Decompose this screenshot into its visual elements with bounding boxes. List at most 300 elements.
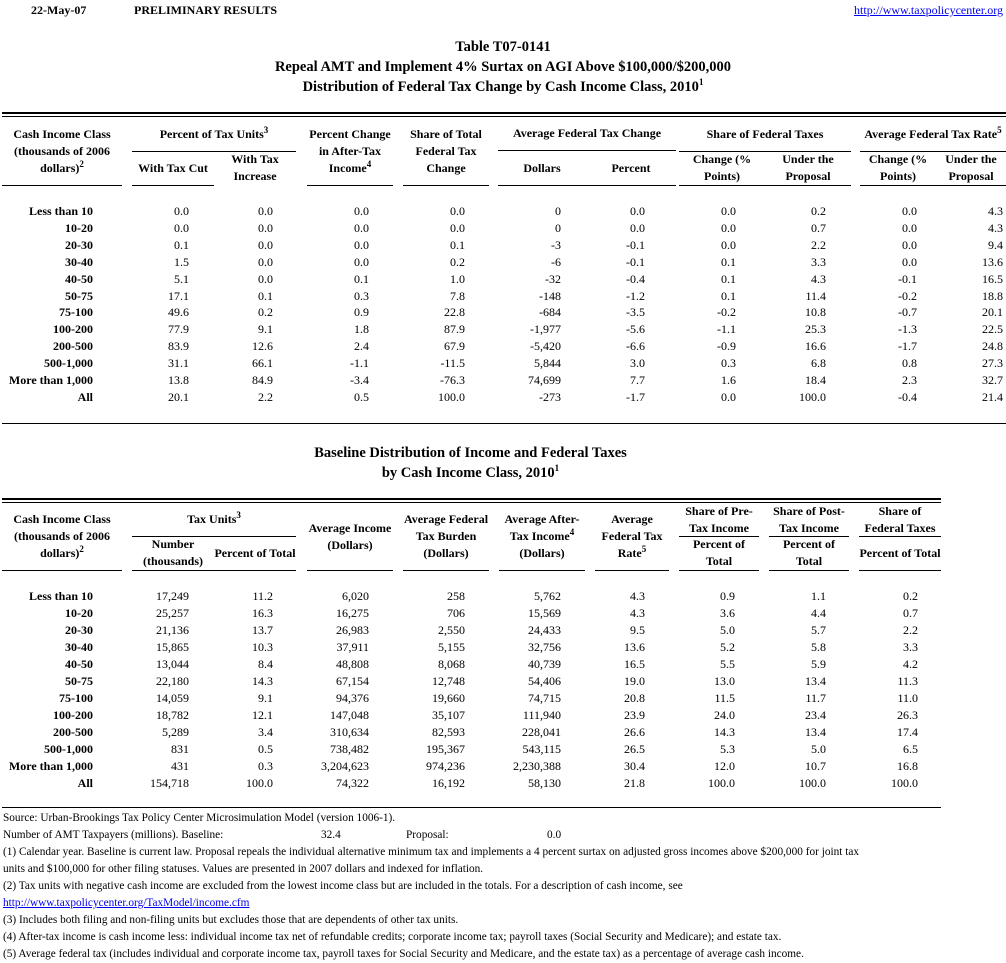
- cell-inc: 0.0: [258, 204, 273, 218]
- cash-income-description-link[interactable]: http://www.taxpolicycenter.org/TaxModel/income.cfm: [3, 897, 250, 909]
- cell-income: 74,322: [336, 776, 369, 790]
- table1-row: [0, 355, 1006, 372]
- cell-share-change: 7.8: [450, 288, 465, 303]
- header-share-fed-taxes: Share of Federal Taxes: [864, 503, 936, 535]
- row-income-class: 100-200: [53, 708, 93, 722]
- cell-after-tax: 0.0: [354, 237, 369, 252]
- cell-pre: 100.0: [708, 776, 735, 790]
- cell-pre: 0.9: [720, 589, 735, 603]
- cell-post: 13.4: [805, 674, 826, 688]
- header-rate-change-pct-points: Change (% Points): [868, 152, 928, 183]
- header-underline: [132, 185, 214, 186]
- table1-row: [0, 254, 1006, 271]
- cell-taxes: 3.3: [903, 640, 918, 654]
- cell-percent: -6.6: [626, 339, 645, 354]
- cell-inc: 12.6: [252, 339, 273, 354]
- header-share-fed-taxes: Share of Federal Taxes: [706, 126, 824, 141]
- amt-proposal-value: 0.0: [547, 829, 562, 841]
- cell-rate-chg: 0.8: [902, 356, 917, 371]
- cell-post: 100.0: [799, 776, 826, 790]
- cell-income: 67,154: [336, 674, 369, 688]
- cell-rate-chg: -0.1: [898, 271, 917, 286]
- cell-cut: 1.5: [174, 254, 189, 269]
- cell-percent: -0.4: [626, 271, 645, 286]
- cell-percent: -5.6: [626, 322, 645, 337]
- cell-rate-prop: 4.3: [988, 220, 1003, 235]
- row-income-class: 30-40: [65, 640, 93, 654]
- table2-row: [0, 588, 1006, 605]
- cell-pct: 9.1: [258, 691, 273, 705]
- header-underline: [307, 185, 393, 186]
- cell-burden: 19,660: [432, 691, 465, 705]
- cell-burden: 82,593: [432, 725, 465, 739]
- cell-rate-prop: 21.4: [982, 389, 1003, 404]
- cell-pct: 16.3: [252, 606, 273, 620]
- cell-after-tax: 74,715: [528, 691, 561, 705]
- cell-pct: 0.3: [258, 759, 273, 773]
- table2-row: [0, 605, 1006, 622]
- table1-row: [0, 389, 1006, 406]
- amt-proposal-label: Proposal:: [406, 829, 449, 841]
- cell-pct: 3.4: [258, 725, 273, 739]
- cell-pct: 14.3: [252, 674, 273, 688]
- cell-rate: 20.8: [624, 691, 645, 705]
- header-percent: Percent: [611, 160, 651, 175]
- row-income-class: 40-50: [65, 657, 93, 671]
- cell-income: 3,204,623: [321, 759, 369, 773]
- table1-row: [0, 203, 1006, 220]
- cell-rate: 9.5: [630, 623, 645, 637]
- cell-burden: 35,107: [432, 708, 465, 722]
- amt-taxpayers-row: [3, 827, 562, 844]
- cell-dollars: -32: [545, 271, 561, 286]
- cell-taxes: 100.0: [891, 776, 918, 790]
- cell-pct: 11.2: [252, 589, 273, 603]
- cell-after-tax: 1.8: [354, 322, 369, 337]
- cell-burden: 974,236: [426, 759, 465, 773]
- table2-row: [0, 775, 1006, 792]
- row-income-class: 75-100: [59, 691, 93, 705]
- cell-rate: 4.3: [630, 589, 645, 603]
- header-fedtax-pct-total: Percent of Total: [859, 545, 941, 560]
- row-income-class: 500-1,000: [44, 742, 93, 756]
- cell-cut: 31.1: [168, 356, 189, 371]
- cell-inc: 0.0: [258, 237, 273, 252]
- header-underline: [307, 570, 393, 571]
- cell-taxes: 26.3: [897, 708, 918, 722]
- cell-share-change: 0.2: [450, 254, 465, 269]
- footnote-3: (3) Includes both filing and non-filing units but excludes those that are dependents of other tax units.: [3, 914, 459, 926]
- header-underline: [403, 185, 489, 186]
- cell-burden: 16,192: [432, 776, 465, 790]
- cell-burden: 195,367: [426, 742, 465, 756]
- header-avg-tax-burden: Average Federal Tax Burden (Dollars): [403, 512, 489, 560]
- amt-label: Number of AMT Taxpayers (millions). Baseline:: [3, 829, 224, 841]
- table2-subtitle: by Cash Income Class, 2010$^1$: [381, 463, 560, 481]
- cell-inc: 2.2: [258, 389, 273, 404]
- header-income-class: Cash Income Class (thousands of 2006 dollars)$^2$: [13, 126, 111, 175]
- cell-share-change: 87.9: [444, 322, 465, 337]
- cell-rate-chg: 0.0: [902, 220, 917, 235]
- cell-after-tax: -3.4: [350, 373, 369, 387]
- cell-cut: 17.1: [168, 288, 189, 303]
- cell-rate-chg: -0.4: [898, 389, 917, 404]
- row-income-class: 10-20: [65, 220, 93, 235]
- cell-cut: 0.0: [174, 204, 189, 218]
- cell-taxes: 0.2: [903, 589, 918, 603]
- header-underline: [595, 570, 669, 571]
- cell-cut: 5.1: [174, 271, 189, 286]
- row-income-class: 200-500: [53, 725, 93, 739]
- table1-subtitle: Distribution of Federal Tax Change by Cash Income Class, 2010$^1$: [302, 77, 704, 95]
- header-posttax-pct-total: Percent of Total: [782, 537, 836, 568]
- cell-after-tax: 2.4: [354, 339, 369, 354]
- cell-taxes: 4.2: [903, 657, 918, 671]
- header-underline: [2, 570, 122, 571]
- cell-share-prop: 4.3: [811, 271, 826, 286]
- header-pct-change-after-tax: Percent Change in After-Tax Income$^4$: [309, 126, 391, 175]
- header-share-change-pct-points: Change (% Points): [692, 152, 752, 183]
- cell-share-chg: 0.3: [721, 356, 736, 371]
- header-underline: [498, 185, 676, 186]
- footnote-4: (4) After-tax income is cash income less: individual income tax net of refundable credits; corporate income tax; payroll taxes (Social Security and Medicare); and estate tax.: [3, 931, 782, 943]
- cell-rate: 16.5: [624, 657, 645, 671]
- header-underline: [403, 570, 489, 571]
- row-income-class: 75-100: [59, 305, 93, 320]
- report-date: 22-May-07: [31, 3, 87, 17]
- cell-dollars: 74,699: [528, 373, 561, 387]
- cell-post: 5.0: [811, 742, 826, 756]
- cell-number: 13,044: [156, 657, 189, 671]
- row-income-class: 20-30: [65, 237, 93, 252]
- table1-row: [0, 321, 1006, 338]
- row-income-class: 10-20: [65, 606, 93, 620]
- cell-rate-chg: -1.7: [898, 339, 917, 354]
- cell-pre: 11.5: [714, 691, 735, 705]
- cell-after-tax: 0.0: [354, 204, 369, 218]
- cell-pct: 8.4: [258, 657, 273, 671]
- cell-share-prop: 100.0: [799, 389, 826, 404]
- cell-income: 37,911: [336, 640, 369, 654]
- cell-after-tax: 0.1: [354, 271, 369, 286]
- cell-after-tax: 543,115: [522, 742, 561, 756]
- cell-share-prop: 3.3: [811, 254, 826, 269]
- cell-after-tax: 5,762: [534, 589, 561, 603]
- cell-share-chg: 0.1: [721, 254, 736, 269]
- cell-pct: 100.0: [246, 776, 273, 790]
- table2-row: [0, 741, 1006, 758]
- table1-row: [0, 372, 1006, 389]
- cell-rate: 26.6: [624, 725, 645, 739]
- header-with-tax-increase: With Tax Increase: [231, 152, 279, 183]
- cell-burden: 5,155: [438, 640, 465, 654]
- row-income-class: All: [77, 389, 93, 404]
- cell-share-chg: 0.0: [721, 204, 736, 218]
- cell-share-prop: 0.7: [811, 220, 826, 235]
- header-underline: [499, 570, 585, 571]
- cell-number: 431: [171, 759, 189, 773]
- cell-taxes: 2.2: [903, 623, 918, 637]
- cell-rate-chg: 0.0: [902, 254, 917, 269]
- cell-taxes: 16.8: [897, 759, 918, 773]
- cell-dollars: -5,420: [530, 339, 561, 354]
- cell-dollars: 0: [555, 204, 561, 218]
- cell-cut: 13.8: [168, 373, 189, 387]
- row-income-class: 500-1,000: [44, 356, 93, 371]
- cell-inc: 0.0: [258, 271, 273, 286]
- cell-rate-chg: 0.0: [902, 237, 917, 252]
- cell-rate: 19.0: [624, 674, 645, 688]
- cell-pct: 0.5: [258, 742, 273, 756]
- cell-inc: 84.9: [252, 373, 273, 387]
- cell-rate: 23.9: [624, 708, 645, 722]
- table1-row: [0, 288, 1006, 305]
- cell-income: 147,048: [330, 708, 369, 722]
- header-with-tax-cut: With Tax Cut: [138, 160, 208, 175]
- cell-after-tax: 111,940: [522, 708, 561, 722]
- header-underline: [769, 570, 849, 571]
- cell-post: 5.9: [811, 657, 826, 671]
- cell-share-change: -11.5: [440, 356, 465, 371]
- table1-row: [0, 338, 1006, 355]
- cell-number: 18,782: [156, 708, 189, 722]
- header-underline: [679, 570, 759, 571]
- cell-share-prop: 2.2: [811, 237, 826, 252]
- cell-percent: -1.2: [626, 288, 645, 303]
- row-income-class: 50-75: [65, 674, 93, 688]
- table2-row: [0, 656, 1006, 673]
- amt-baseline-value: 32.4: [321, 829, 341, 841]
- header-underline: [860, 185, 1006, 186]
- cell-percent: 0.0: [630, 220, 645, 235]
- cell-percent: -3.5: [626, 305, 645, 320]
- cell-after-tax: 0.0: [354, 220, 369, 235]
- cell-cut: 49.6: [168, 305, 189, 320]
- row-income-class: 200-500: [53, 339, 93, 354]
- cell-taxes: 11.3: [897, 674, 918, 688]
- cell-inc: 0.1: [258, 288, 273, 303]
- cell-dollars: -1,977: [530, 322, 561, 337]
- cell-after-tax: 54,406: [528, 674, 561, 688]
- cell-share-change: 1.0: [450, 271, 465, 286]
- cell-share-chg: -1.1: [717, 322, 736, 337]
- cell-after-tax: 0.5: [354, 389, 369, 404]
- cell-rate: 30.4: [624, 759, 645, 773]
- table1-number: Table T07-0141: [455, 39, 551, 55]
- cell-number: 14,059: [156, 691, 189, 705]
- cell-rate: 21.8: [624, 776, 645, 790]
- row-income-class: 30-40: [65, 254, 93, 269]
- header-underline: [859, 570, 941, 571]
- cell-share-prop: 0.2: [811, 204, 826, 218]
- cell-dollars: -273: [539, 389, 561, 404]
- cell-dollars: 0: [555, 220, 561, 235]
- header-avg-tax-change: Average Federal Tax Change: [512, 125, 662, 140]
- cell-pre: 12.0: [714, 759, 735, 773]
- cell-pre: 24.0: [714, 708, 735, 722]
- cell-inc: 0.0: [258, 254, 273, 269]
- cell-pre: 14.3: [714, 725, 735, 739]
- cell-share-change: -76.3: [440, 373, 465, 387]
- cell-pre: 5.5: [720, 657, 735, 671]
- footnote-1-line1: (1) Calendar year. Baseline is current law. Proposal repeals the individual alternative minimum tax and implements a 4 percent surtax on adjusted gross incomes above $200,000 for joint tax: [3, 846, 860, 858]
- cell-share-change: 67.9: [444, 339, 465, 354]
- cell-rate-prop: 16.5: [982, 271, 1003, 286]
- cell-taxes: 11.0: [897, 691, 918, 705]
- cell-post: 13.4: [805, 725, 826, 739]
- cell-dollars: 5,844: [534, 356, 561, 371]
- cell-percent: 3.0: [630, 356, 645, 371]
- table1-bottom-rule: [2, 423, 1006, 424]
- cell-taxes: 0.7: [903, 606, 918, 620]
- cell-rate-prop: 13.6: [982, 254, 1003, 269]
- cell-share-prop: 10.8: [805, 305, 826, 320]
- cell-post: 5.7: [811, 623, 826, 637]
- row-income-class: Less than 10: [28, 589, 93, 603]
- cell-share-chg: 0.0: [721, 389, 736, 404]
- cell-taxes: 6.5: [903, 742, 918, 756]
- cell-post: 23.4: [805, 708, 826, 722]
- cell-rate-chg: -0.7: [898, 305, 917, 320]
- cell-dollars: -684: [539, 305, 561, 320]
- table1-top-rule: [2, 112, 1006, 114]
- header-avg-tax-rate: Average Federal Tax Rate$^5$: [864, 124, 1002, 141]
- header-dollars: Dollars: [523, 160, 561, 175]
- cell-share-prop: 11.4: [805, 288, 826, 303]
- cell-percent: -0.1: [626, 237, 645, 252]
- table1-row: [0, 237, 1006, 254]
- cell-share-chg: 0.0: [721, 220, 736, 235]
- cell-income: 48,808: [336, 657, 369, 671]
- cell-dollars: -6: [551, 254, 561, 269]
- cell-cut: 20.1: [168, 389, 189, 404]
- cell-number: 21,136: [156, 623, 189, 637]
- header-share-total-change: Share of Total Federal Tax Change: [410, 126, 482, 175]
- cell-cut: 77.9: [168, 322, 189, 337]
- cell-after-tax: 0.0: [354, 254, 369, 269]
- cell-inc: 0.0: [258, 220, 273, 235]
- header-avg-income: Average Income (Dollars): [308, 520, 392, 552]
- cell-inc: 9.1: [258, 322, 273, 337]
- header-share-pretax: Share of Pre-Tax Income: [685, 503, 753, 535]
- table1-row: [0, 271, 1006, 288]
- row-income-class: Less than 10: [28, 204, 93, 218]
- cell-rate-prop: 18.8: [982, 288, 1003, 303]
- cell-after-tax: 228,041: [522, 725, 561, 739]
- cell-rate-chg: -1.3: [898, 322, 917, 337]
- cell-income: 94,376: [336, 691, 369, 705]
- cell-share-prop: 16.6: [805, 339, 826, 354]
- cell-share-prop: 6.8: [811, 356, 826, 371]
- cell-percent: -0.1: [626, 254, 645, 269]
- header-underline: [498, 150, 676, 151]
- cell-pre: 5.2: [720, 640, 735, 654]
- footnote-5: (5) Average federal tax (includes individual and corporate income tax, payroll taxes for Social Security and Medicare, and the estate tax) as a percentage of average cash income.: [3, 948, 804, 960]
- cell-rate-prop: 24.8: [982, 339, 1003, 354]
- table2-title: Baseline Distribution of Income and Federal Taxes: [314, 445, 627, 461]
- header-share-posttax: Share of Post-Tax Income: [773, 503, 845, 535]
- cell-rate-prop: 4.3: [988, 204, 1003, 218]
- row-income-class: 50-75: [65, 288, 93, 303]
- header-pretax-pct-total: Percent of Total: [692, 537, 746, 568]
- header-income-class: Cash Income Class (thousands of 2006 dollars)$^2$: [13, 512, 111, 560]
- header-rate-under-proposal: Under the Proposal: [945, 152, 997, 183]
- cell-pct: 13.7: [252, 623, 273, 637]
- cell-pre: 5.3: [720, 742, 735, 756]
- cell-dollars: -3: [551, 237, 561, 252]
- cell-after-tax: 40,739: [528, 657, 561, 671]
- cell-share-chg: 0.0: [721, 237, 736, 252]
- cell-percent: -1.7: [626, 389, 645, 404]
- cell-after-tax: -1.1: [350, 356, 369, 371]
- cell-post: 5.8: [811, 640, 826, 654]
- cell-after-tax: 0.3: [354, 288, 369, 303]
- cell-number: 15,865: [156, 640, 189, 654]
- cell-number: 154,718: [150, 776, 189, 790]
- table2-row: [0, 724, 1006, 741]
- cell-rate-prop: 27.3: [982, 356, 1003, 371]
- footnote-2-line1: (2) Tax units with negative cash income are excluded from the lowest income class but are included in the totals. For a description of cash income, see: [3, 880, 683, 892]
- cell-share-prop: 25.3: [805, 322, 826, 337]
- cell-after-tax: 0.9: [354, 305, 369, 320]
- cell-pct: 10.3: [252, 640, 273, 654]
- row-income-class: 40-50: [65, 271, 93, 286]
- cell-percent: 7.7: [630, 373, 645, 387]
- cell-share-chg: 0.1: [721, 271, 736, 286]
- cell-income: 26,983: [336, 623, 369, 637]
- cell-burden: 706: [447, 606, 465, 620]
- header-tax-units: Tax Units$^3$: [187, 510, 241, 526]
- cell-inc: 0.2: [258, 305, 273, 320]
- report-status: PRELIMINARY RESULTS: [134, 3, 278, 17]
- cell-cut: 0.1: [174, 237, 189, 252]
- cell-rate-prop: 22.5: [982, 322, 1003, 337]
- cell-share-change: 0.1: [450, 237, 465, 252]
- cell-pre: 13.0: [714, 674, 735, 688]
- cell-rate: 13.6: [624, 640, 645, 654]
- cell-pct: 12.1: [252, 708, 273, 722]
- cell-after-tax: 2,230,388: [513, 759, 561, 773]
- cell-number: 25,257: [156, 606, 189, 620]
- cell-number: 22,180: [156, 674, 189, 688]
- cell-share-chg: -0.9: [717, 339, 736, 354]
- footnote-1-line2: units and $100,000 for other filing statuses. Values are presented in 2007 dollars and indexed for inflation.: [3, 863, 484, 875]
- cell-share-change: 22.8: [444, 305, 465, 320]
- table1-row: [0, 220, 1006, 237]
- cell-share-chg: 1.6: [721, 373, 736, 387]
- row-income-class: More than 1,000: [8, 759, 93, 773]
- cell-after-tax: 24,433: [528, 623, 561, 637]
- tpc-website-link[interactable]: http://www.taxpolicycenter.org: [854, 3, 1003, 17]
- table1-row: [0, 304, 1006, 321]
- source-note: Source: Urban-Brookings Tax Policy Center Microsimulation Model (version 1006-1).: [3, 812, 396, 824]
- cell-income: 310,634: [330, 725, 369, 739]
- cell-post: 11.7: [805, 691, 826, 705]
- row-income-class: More than 1,000: [8, 373, 93, 387]
- cell-income: 6,020: [342, 589, 369, 603]
- cell-after-tax: 15,569: [528, 606, 561, 620]
- cell-share-change: 0.0: [450, 204, 465, 218]
- cell-post: 10.7: [805, 759, 826, 773]
- cell-post: 4.4: [811, 606, 826, 620]
- row-income-class: All: [77, 776, 93, 790]
- cell-rate-prop: 20.1: [982, 305, 1003, 320]
- table2-top-rule: [2, 498, 941, 500]
- cell-rate: 4.3: [630, 606, 645, 620]
- cell-share-prop: 18.4: [805, 373, 826, 387]
- header-underline: [2, 185, 122, 186]
- cell-percent: 0.0: [630, 204, 645, 218]
